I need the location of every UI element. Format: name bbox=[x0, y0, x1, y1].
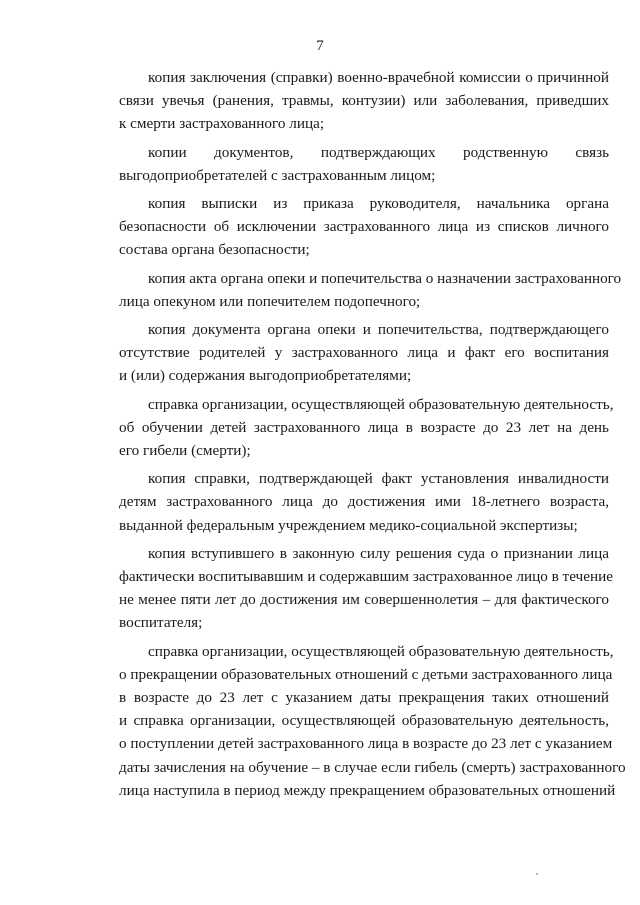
text-line: выгодоприобретателей с застрахованным лицом; bbox=[119, 166, 436, 184]
text-line: не менее пяти лет до достижения им совершеннолетия – для фактического bbox=[119, 591, 609, 609]
text-line: его гибели (смерти); bbox=[119, 442, 251, 460]
paragraph bbox=[119, 141, 609, 187]
text-line: копия справки, подтверждающей факт установления инвалидности bbox=[148, 470, 609, 488]
page-number: 7 bbox=[316, 38, 324, 54]
text-line: даты зачисления на обучение – в случае если гибель (смерть) застрахованного bbox=[119, 758, 626, 776]
text-line: и (или) содержания выгодоприобретателями; bbox=[119, 367, 412, 385]
text-line: копия документа органа опеки и попечительства, подтверждающего bbox=[148, 321, 609, 339]
text-line: отсутствие родителей у застрахованного лица и факт его воспитания bbox=[119, 344, 609, 362]
text-line: копия акта органа опеки и попечительства о назначении застрахованного bbox=[148, 269, 622, 287]
text-line: копии документов, подтверждающих родственную связь bbox=[148, 143, 609, 161]
paragraph bbox=[119, 318, 609, 388]
paragraph bbox=[119, 66, 609, 136]
paragraph bbox=[119, 542, 613, 635]
paragraph bbox=[119, 267, 622, 313]
text-line: лица опекуном или попечителем подопечного; bbox=[119, 292, 421, 310]
paragraph bbox=[119, 192, 609, 262]
text-line: безопасности об исключении застрахованного лица из списков личного bbox=[119, 218, 609, 236]
text-line: об обучении детей застрахованного лица в возрасте до 23 лет на день bbox=[119, 418, 609, 436]
text-line: фактически воспитывавшим и содержавшим застрахованное лицо в течение bbox=[119, 568, 613, 586]
text-line: детям застрахованного лица до достижения ими 18-летнего возраста, bbox=[119, 493, 609, 511]
text-line: копия заключения (справки) военно-врачебной комиссии о причинной bbox=[148, 69, 609, 86]
text-line: о поступлении детей застрахованного лица в возрасте до 23 лет с указанием bbox=[119, 735, 613, 753]
text-line: в возрасте до 23 лет с указанием даты прекращения таких отношений bbox=[119, 689, 609, 707]
text-line: и справка организации, осуществляющей образовательную деятельность, bbox=[119, 712, 609, 730]
scan-artifact bbox=[536, 873, 538, 875]
paragraph bbox=[119, 640, 626, 802]
text-line: связи увечья (ранения, травмы, контузии) или заболевания, приведших bbox=[119, 92, 609, 110]
text-line: выданной федеральным учреждением медико-социальной экспертизы; bbox=[119, 516, 578, 534]
paragraph bbox=[119, 393, 614, 463]
text-line: справка организации, осуществляющей образовательную деятельность, bbox=[148, 395, 614, 413]
text-line: копия выписки из приказа руководителя, начальника органа bbox=[148, 195, 609, 213]
text-line: лица наступила в период между прекращением образовательных отношений bbox=[119, 781, 616, 799]
text-line: копия вступившего в законную силу решения суда о признании лица bbox=[148, 544, 609, 562]
text-line: о прекращении образовательных отношений с детьми застрахованного лица bbox=[119, 665, 613, 683]
text-line: воспитателя; bbox=[119, 614, 203, 632]
text-line: к смерти застрахованного лица; bbox=[119, 115, 325, 133]
paragraph bbox=[119, 467, 609, 537]
text-line: состава органа безопасности; bbox=[119, 241, 310, 259]
document-body bbox=[119, 66, 626, 807]
text-line: справка организации, осуществляющей образовательную деятельность, bbox=[148, 642, 614, 660]
